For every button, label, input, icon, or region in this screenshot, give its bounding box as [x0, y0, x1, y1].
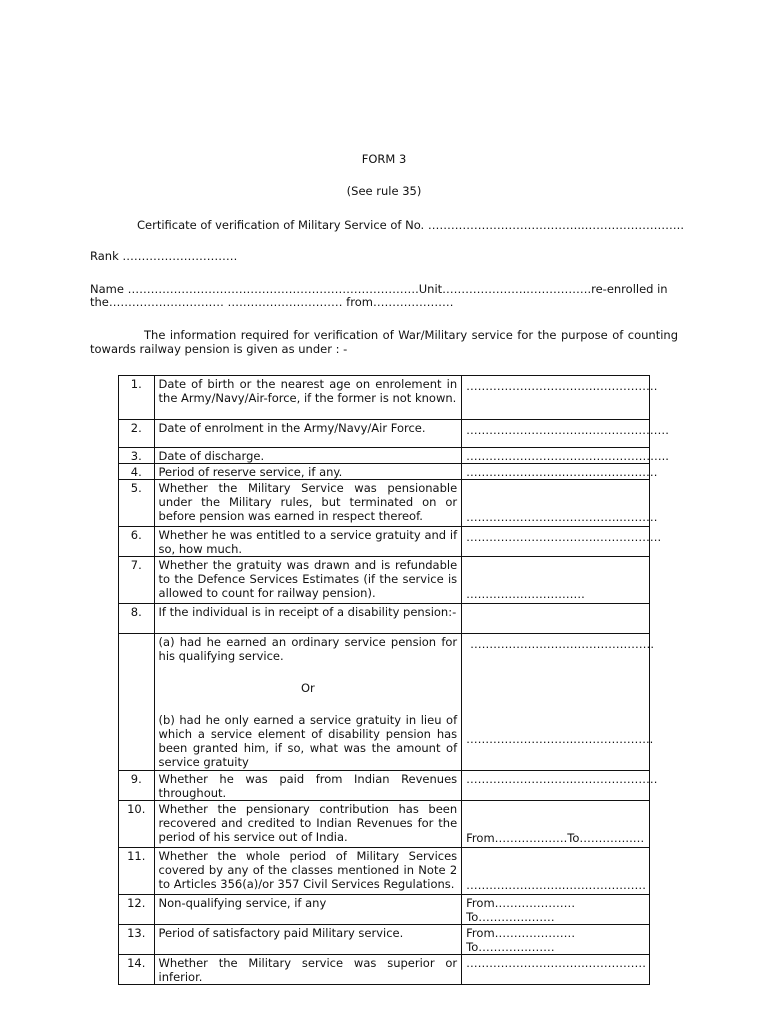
row-answer: From…………………To…………..…… [462, 925, 650, 955]
row-answer: ……………………………..……………. [462, 527, 650, 557]
row-question: Date of birth or the nearest age on enrolement in the Army/Navy/Air-force, if the former is not known. [154, 376, 462, 420]
row-number: 1. [119, 376, 155, 420]
form-title: FORM 3 [361, 152, 407, 166]
rule-reference: (See rule 35) [346, 184, 422, 198]
table-row [119, 604, 650, 634]
row-number [119, 634, 155, 771]
row-answer: …………………………………..……… [462, 480, 650, 527]
row-question: Whether the Military Service was pensionable under the Military rules, but terminated on or before pension was earned in respect thereof. [154, 480, 462, 527]
row-answer: …………………………..…………… [462, 955, 650, 985]
row-number: 11. [119, 848, 155, 895]
certificate-line: Certificate of verification of Military Service of No. …………………………………..…………………….. [137, 218, 684, 232]
row-number: 14. [119, 955, 155, 985]
verification-table [118, 375, 669, 985]
table-row [119, 771, 650, 801]
row-number: 4. [119, 464, 155, 480]
table-row [119, 448, 650, 464]
row-number: 13. [119, 925, 155, 955]
table-row [119, 557, 650, 604]
table-row [119, 464, 650, 480]
row-answer: ………………………..………………… [462, 771, 650, 801]
row-question: Date of discharge. [154, 448, 462, 464]
row-question: Period of reserve service, if any. [154, 464, 462, 480]
row-number: 6. [119, 527, 155, 557]
table-row [119, 376, 650, 420]
name-line-1: Name ………………………………………………………………….Unit…………………..…………….re-enrolled in [90, 282, 668, 296]
row-number: 5. [119, 480, 155, 527]
row-question: If the individual is in receipt of a disability pension:- [154, 604, 462, 634]
table-row [119, 895, 650, 925]
table-row [119, 955, 650, 985]
row-question: Whether the Military service was superior or inferior. [154, 955, 462, 985]
table-row [119, 420, 650, 448]
row-question: Period of satisfactory paid Military service. [154, 925, 462, 955]
table-row [119, 801, 650, 848]
row-question [154, 634, 462, 771]
row-answer: From……………….To…………..… [462, 801, 650, 848]
name-line-2: the………………………… ………………………… from………………… [90, 295, 454, 309]
row-answer [462, 604, 650, 634]
row-answer: From…………………To…………..…… [462, 895, 650, 925]
row-number: 3. [119, 448, 155, 464]
row-question: Non-qualifying service, if any [154, 895, 462, 925]
question-8a: (a) had he earned an ordinary service pension for his qualifying service. [158, 635, 458, 663]
table-row [119, 480, 650, 527]
row-answer: ……………………..………………… [462, 848, 650, 895]
row-answer [462, 634, 655, 771]
row-answer: …………………………..………………… [462, 420, 650, 448]
row-question: Whether he was entitled to a service gratuity and if so, how much. [154, 527, 462, 557]
question-8b: (b) had he only earned a service gratuity in lieu of which a service element of disability pension has been granted him, if so, what was the amount of service gratuity [158, 713, 458, 769]
row-number: 2. [119, 420, 155, 448]
intro-paragraph: The information required for verification of War/Military service for the purpose of counting towards railway pension is given as under : - [90, 328, 678, 356]
row-question: Whether the whole period of Military Services covered by any of the classes mentioned in Note 2 to Articles 356(a)/or 357 Civil Services Regulations. [154, 848, 462, 895]
answer-8a: ………………………………………… [470, 637, 655, 651]
or-label: Or [300, 681, 315, 695]
row-question: Whether he was paid from Indian Revenues throughout. [154, 771, 462, 801]
row-question: Date of enrolment in the Army/Navy/Air Force. [154, 420, 462, 448]
row-question: Whether the gratuity was drawn and is refundable to the Defence Services Estimates (if the service is allowed to count for railway pension). [154, 557, 462, 604]
row-number: 10. [119, 801, 155, 848]
table-row [119, 925, 650, 955]
row-question: Whether the pensionary contribution has been recovered and credited to Indian Revenues for the period of his service out of India. [154, 801, 462, 848]
table-row [119, 634, 650, 771]
table-row [119, 527, 650, 557]
row-answer: ……………………..…………………… [462, 464, 650, 480]
table-row [119, 848, 650, 895]
row-answer: …………………………………………….. [462, 448, 650, 464]
row-number: 7. [119, 557, 155, 604]
row-number: 12. [119, 895, 155, 925]
row-number: 8. [119, 604, 155, 634]
rank-line: Rank ………………………… [90, 249, 238, 263]
answer-8b: ………………………..……………….. [466, 732, 654, 746]
row-answer: …………………………. [462, 557, 650, 604]
row-answer: ……………………………..…………… [462, 376, 650, 420]
row-number: 9. [119, 771, 155, 801]
